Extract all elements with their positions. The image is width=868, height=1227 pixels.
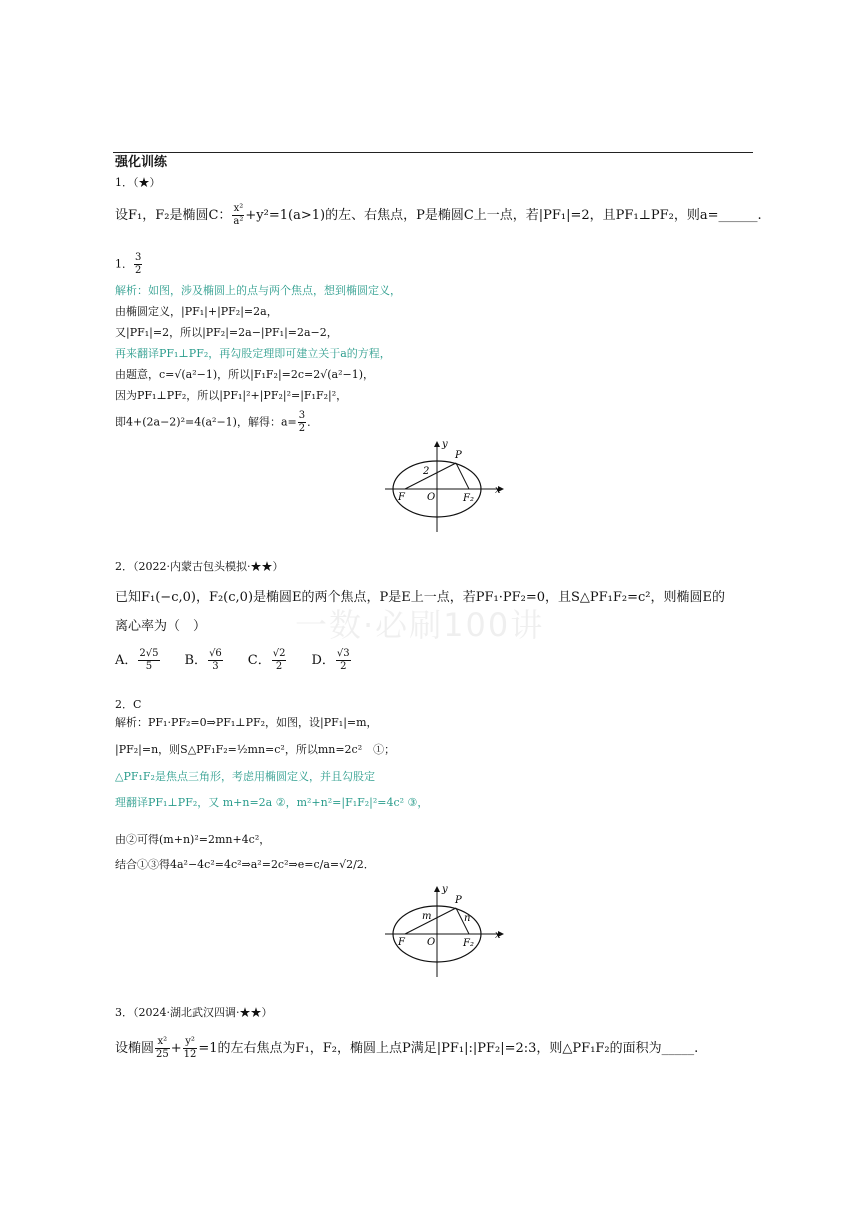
option-label: B． — [184, 653, 208, 668]
q1-ellipse-figure — [380, 440, 510, 535]
q1-solution-line: 又|PF₁|=2，所以|PF₂|=2a−|PF₁|=2a−2， — [115, 326, 338, 339]
q3-answer-blank: _____. — [661, 1041, 699, 1056]
watermark: 一数·必刷100讲 — [295, 606, 545, 644]
frac-num: 2√5 — [139, 648, 159, 659]
frac-num: y² — [183, 1036, 198, 1049]
label-f2: F₂ — [463, 938, 474, 949]
label-f1: F — [398, 937, 405, 948]
label-p: P — [455, 895, 462, 906]
q3-frac-y — [183, 1036, 198, 1061]
q2-ellipse-figure — [380, 885, 510, 980]
label-m: m — [422, 911, 432, 922]
q1-solution-line: 解析：如图，涉及椭圆上的点与两个焦点，想到椭圆定义， — [115, 284, 401, 297]
q2-header: 2．（2022·内蒙古包头模拟·★★） — [115, 560, 284, 573]
q2-solution-line: 解析：PF₁·PF₂=0⇒PF₁⊥PF₂，如图，设|PF₁|=m， — [115, 716, 378, 729]
q1-stem-frac — [232, 203, 244, 228]
frac-den: 3 — [212, 661, 219, 672]
option-fraction — [208, 648, 223, 673]
frac-den: 2 — [135, 265, 142, 276]
frac-den: a² — [233, 216, 244, 227]
q1-solution-line: 由题意，c=√(a²−1)，所以|F₁F₂|=2c=2√(a²−1)， — [115, 368, 375, 381]
q1-header: 1．（★） — [115, 176, 161, 189]
q1-stem — [115, 203, 762, 228]
frac-den: 12 — [183, 1049, 197, 1060]
q2-stem-line-1: 已知F₁(−c,0)，F₂(c,0)是椭圆E的两个焦点，P是E上一点，若PF₁·PF₂=0，且S△PF₁F₂=c²，则椭圆E的 — [115, 590, 725, 605]
section-title: 强化训练 — [115, 155, 168, 170]
q1-answer — [115, 252, 143, 277]
frac-num: √6 — [209, 648, 222, 659]
q3-plus: + — [170, 1041, 182, 1056]
frac-num: √3 — [336, 648, 350, 659]
frac-den: 25 — [156, 1049, 169, 1060]
segment-pf2 — [456, 463, 469, 489]
label-n: n — [464, 913, 471, 924]
frac-den: 2 — [298, 423, 306, 434]
frac-num: x² — [233, 203, 244, 214]
q1-answer-frac — [134, 252, 142, 277]
q1-solution-line: 因为PF₁⊥PF₂，所以|PF₁|²+|PF₂|²=|F₁F₂|²， — [115, 389, 348, 402]
q2-options — [115, 648, 376, 673]
frac-num: 3 — [298, 410, 306, 421]
label-f2: F₂ — [463, 493, 474, 504]
q2-solution-line: 由②可得(m+n)²=2mn+4c²， — [115, 833, 271, 846]
y-axis-arrow — [434, 441, 440, 447]
segment-pf1 — [405, 463, 456, 489]
q1-sol-last-frac — [298, 410, 306, 435]
q2-option-c — [248, 648, 288, 673]
q1-answer-label: 1． — [115, 257, 133, 271]
q2-solution-line: 理翻译PF₁⊥PF₂，又 m+n=2a ②，m²+n²=|F₁F₂|²=4c² ③， — [115, 796, 429, 809]
label-two: 2 — [423, 466, 430, 477]
q1-solution-line: 再来翻译PF₁⊥PF₂，再勾股定理即可建立关于a的方程， — [115, 347, 391, 360]
label-y: y — [442, 885, 448, 895]
q1-stem-b: +y²=1(a>1)的左、右焦点，P是椭圆C上一点，若|PF₁|=2，且PF₁⊥PF₂，则a= — [245, 208, 719, 223]
q3-frac-x — [155, 1036, 170, 1061]
q2-option-a — [115, 648, 161, 673]
q2-solution-line: △PF₁F₂是焦点三角形，考虑用椭圆定义，并且勾股定 — [115, 770, 375, 783]
option-fraction — [138, 648, 159, 673]
label-y: y — [442, 440, 448, 450]
q3-header: 3．（2024·湖北武汉四调·★★） — [115, 1006, 273, 1019]
q2-solution-line: 结合①③得4a²−4c²=4c²⇒a²=2c²⇒e=c/a=√2/2． — [115, 858, 375, 871]
q1-sol-last-text: 即4+(2a−2)²=4(a²−1)，解得：a= — [115, 415, 297, 429]
q3-stem-a: 设椭圆 — [115, 1041, 155, 1056]
option-label: C． — [247, 653, 271, 668]
question-2 — [115, 560, 755, 880]
frac-den: 5 — [145, 661, 153, 672]
top-divider — [113, 152, 753, 153]
question-1 — [115, 176, 762, 446]
option-label: A． — [115, 653, 138, 668]
frac-num: x² — [155, 1036, 170, 1049]
q2-option-b — [185, 648, 224, 673]
label-x: x — [495, 930, 501, 941]
frac-num: 3 — [135, 252, 142, 263]
label-o: O — [427, 492, 436, 503]
q1-solution-line: 由椭圆定义，|PF₁|+|PF₂|=2a， — [115, 305, 278, 318]
option-label: D． — [311, 653, 335, 668]
q2-stem-line-2: 离心率为（ ） — [115, 619, 207, 634]
q3-stem-b: =1的左右焦点为F₁，F₂，椭圆上点P满足|PF₁|:|PF₂|=2:3，则△PF₁F₂的面积为 — [198, 1041, 662, 1056]
label-o: O — [427, 937, 436, 948]
q1-stem-a: 设F₁，F₂是椭圆C： — [115, 208, 232, 223]
frac-num: √2 — [272, 648, 286, 659]
question-3 — [115, 1006, 755, 1066]
label-p: P — [455, 450, 462, 461]
q1-solution-last: 即4+(2a−2)²=4(a²−1)，解得：a= $\frac{3}{2}$ ． — [115, 410, 319, 434]
option-fraction — [272, 648, 287, 673]
q2-solution-line: |PF₂|=n，则S△PF₁F₂=½mn=c²，所以mn=2c² ①； — [115, 743, 396, 756]
frac-den: 2 — [340, 661, 347, 672]
q2-option-d — [311, 648, 351, 673]
frac-den: 2 — [275, 661, 283, 672]
label-f1: F — [398, 492, 405, 503]
q3-stem — [115, 1036, 698, 1061]
y-axis-arrow — [434, 886, 440, 892]
option-fraction — [336, 648, 351, 673]
label-x: x — [495, 485, 501, 496]
q2-answer: 2．C — [115, 698, 142, 711]
q1-answer-blank: ______. — [718, 208, 762, 223]
